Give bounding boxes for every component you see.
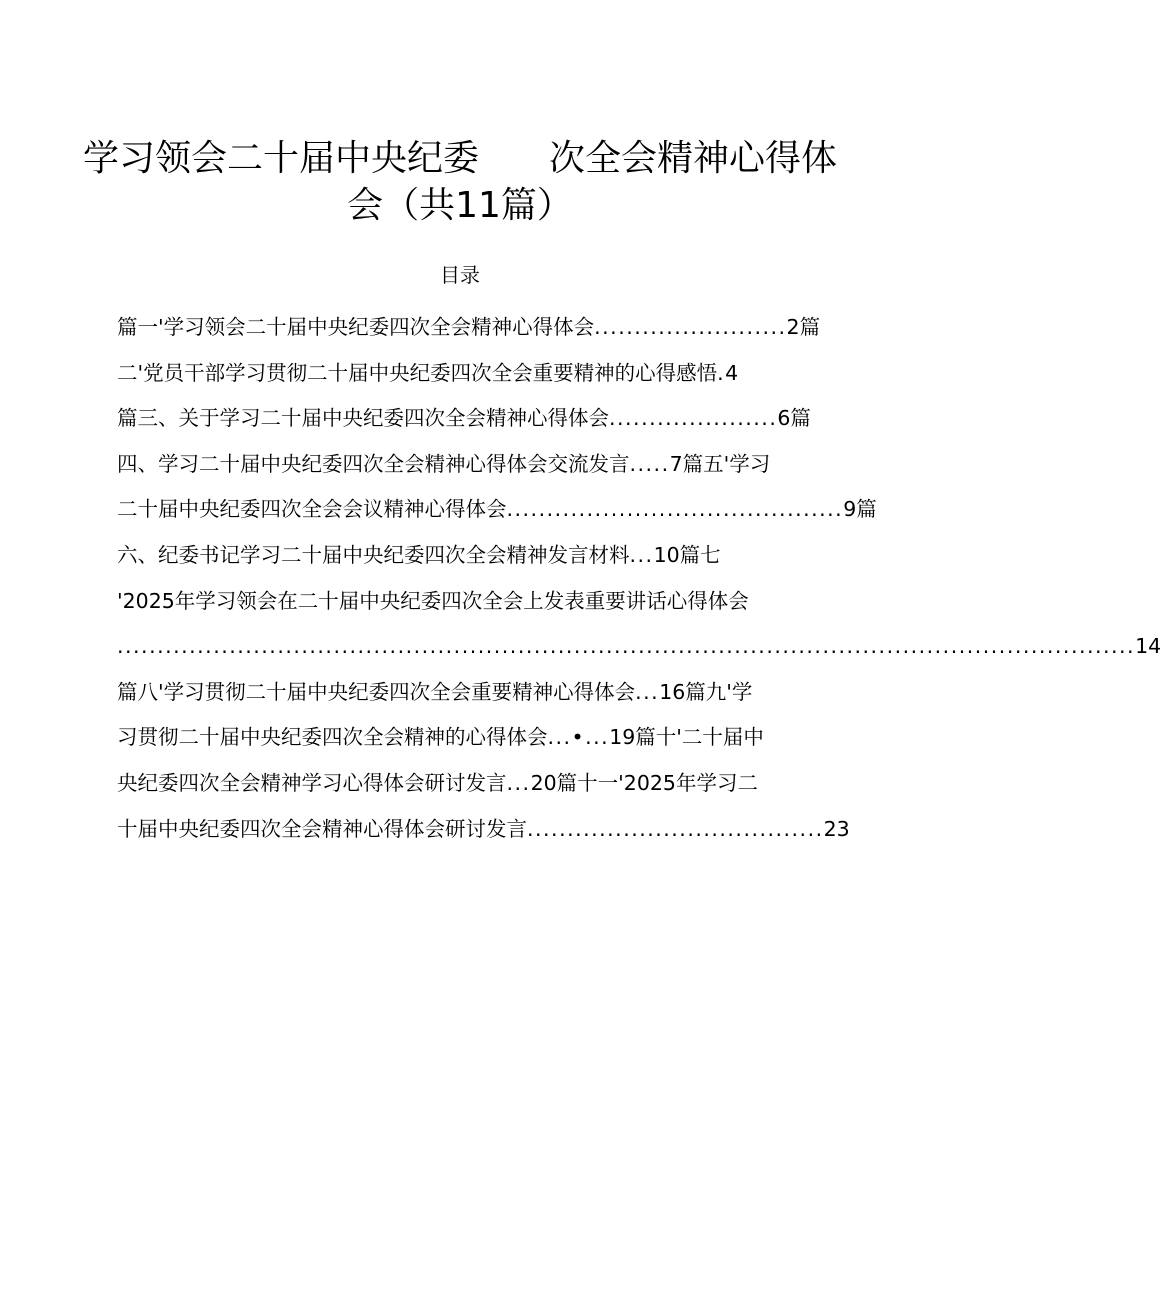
toc-entry-text: 四、学习二十届中央纪委四次全会精神心得体会交流发言 <box>117 451 630 476</box>
toc-page-number: 7篇五'学习 <box>669 451 771 476</box>
toc-line[interactable] <box>117 630 1161 676</box>
toc-page-number: 6篇 <box>777 406 811 431</box>
toc-line[interactable] <box>117 721 832 767</box>
toc-entry-text: '2025年学习领会在二十届中央纪委四次全会上发表重要讲话心得体会 <box>117 588 749 613</box>
toc-leader-dots: ..................... <box>609 406 778 431</box>
toc-page-number: 9篇 <box>843 497 877 522</box>
toc-page-number: 19篇十'二十届中 <box>609 725 764 750</box>
toc-entry-text: 习贯彻二十届中央纪委四次全会精神的心得体会 <box>117 725 548 750</box>
toc-leader-dots: ..................................... <box>527 816 824 841</box>
toc-line[interactable] <box>117 357 832 403</box>
title-part-2: 次全会精神心得体 <box>549 138 838 179</box>
toc-line[interactable] <box>117 585 832 631</box>
document-title-line-1 <box>0 138 920 179</box>
toc-leader-dots: .......................................... <box>506 497 844 522</box>
toc-page-number: 4 <box>725 360 739 385</box>
toc-line[interactable] <box>117 402 832 448</box>
toc-leader-dots: ...•... <box>547 725 610 750</box>
toc-entry-text: 二十届中央纪委四次全会会议精神心得体会 <box>117 497 507 522</box>
toc-entry-text: 六、纪委书记学习二十届中央纪委四次全会精神发言材料 <box>117 542 630 567</box>
toc-page-number: 20篇十一'2025年学习二 <box>530 770 758 795</box>
toc-entry-text: 篇三、关于学习二十届中央纪委四次全会精神心得体会 <box>117 406 609 431</box>
toc-leader-dots: ..... <box>629 451 670 476</box>
table-of-contents <box>117 311 1161 858</box>
toc-leader-dots: ... <box>506 770 531 795</box>
document-title-line-2: 会（共11篇） <box>347 185 573 226</box>
toc-heading: 目录 <box>440 263 480 287</box>
toc-leader-dots: ... <box>635 679 660 704</box>
title-part-1: 学习领会二十届中央纪委 <box>82 138 479 179</box>
toc-line[interactable] <box>117 813 850 859</box>
toc-line[interactable] <box>117 448 832 494</box>
toc-page-number: 16篇九'学 <box>659 679 753 704</box>
toc-entry-text: 篇八'学习贯彻二十届中央纪委四次全会重要精神心得体会 <box>117 679 636 704</box>
toc-line[interactable] <box>117 676 832 722</box>
toc-entry-text: 十届中央纪委四次全会精神心得体会研讨发言 <box>117 816 527 841</box>
toc-leader-dots: ... <box>629 542 654 567</box>
toc-line[interactable] <box>117 493 877 539</box>
toc-line[interactable] <box>117 539 832 585</box>
toc-entry-text: 央纪委四次全会精神学习心得体会研讨发言 <box>117 770 507 795</box>
toc-line[interactable] <box>117 767 832 813</box>
toc-line[interactable] <box>117 311 832 357</box>
toc-page-number: 14 <box>1135 634 1161 659</box>
toc-entry-text: 二'党员干部学习贯彻二十届中央纪委四次全会重要精神的心得感悟 <box>117 360 718 385</box>
toc-leader-dots: . <box>717 360 726 385</box>
toc-page-number: 23 <box>823 816 850 841</box>
toc-page-number: 2篇 <box>786 315 821 339</box>
toc-leader-dots: ........................ <box>594 315 787 339</box>
toc-leader-dots: ............................................................................................................................... <box>117 634 1136 659</box>
toc-entry-text: 篇一'学习领会二十届中央纪委四次全会精神心得体会 <box>117 315 595 339</box>
toc-page-number: 10篇七 <box>653 542 721 567</box>
